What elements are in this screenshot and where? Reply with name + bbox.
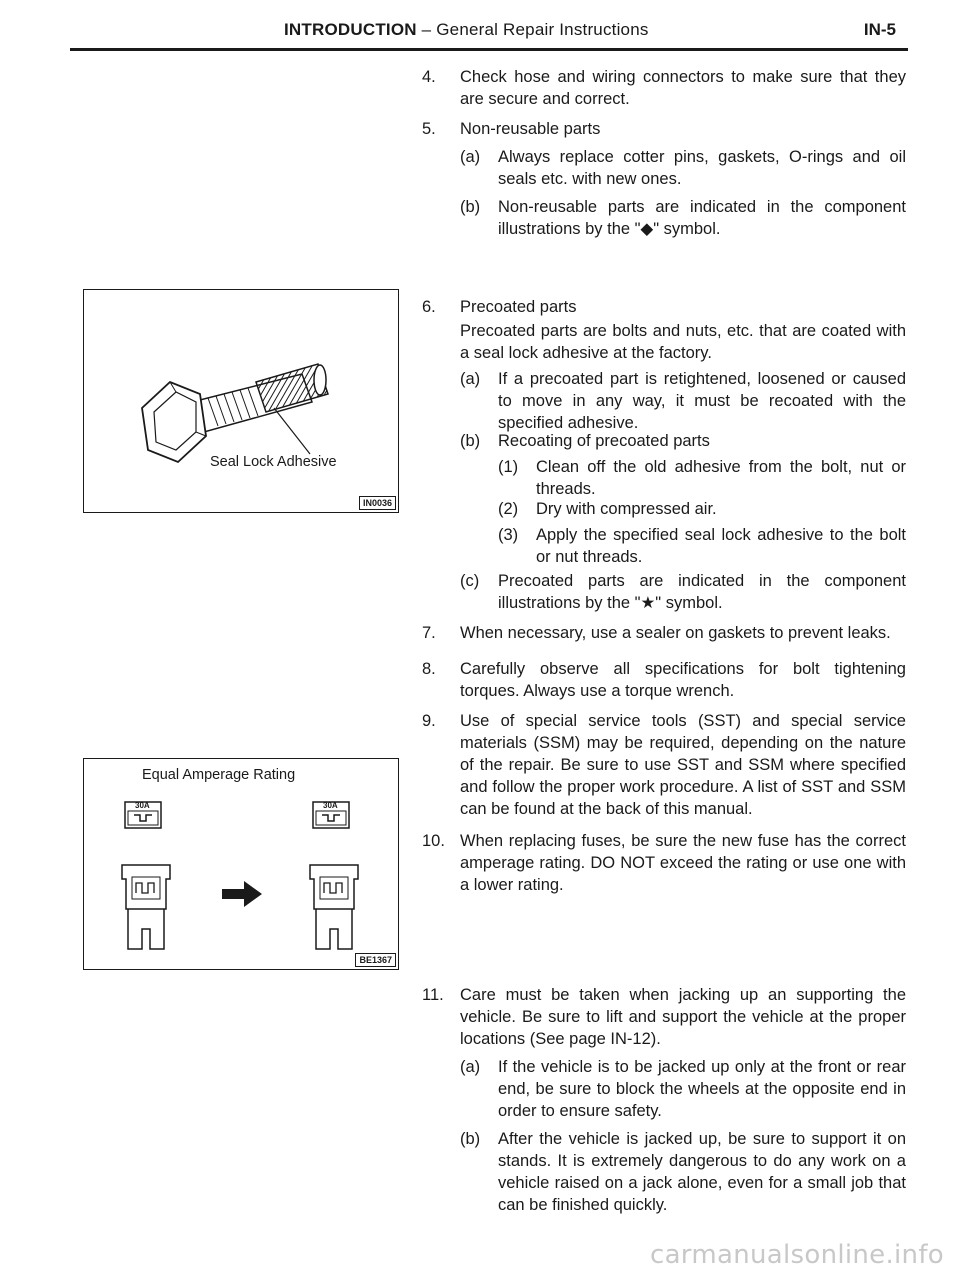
figure-code: BE1367 (355, 953, 396, 967)
header-title (284, 20, 649, 40)
instruction-11 (422, 984, 906, 1050)
item-number: 7. (422, 624, 436, 642)
item-number: 10. (422, 832, 445, 850)
item-text: Care must be taken when jacking up an supporting the vehicle. Be sure to lift and support the vehicle at the proper locations (See page IN-12). (460, 986, 906, 1048)
figure-equal-amperage (83, 758, 399, 970)
item-number: 9. (422, 712, 436, 730)
header-section: INTRODUCTION (284, 20, 417, 39)
instruction-6b2 (498, 498, 906, 520)
sub-text: Non-reusable parts are indicated in the component illustrations by the "◆" symbol. (498, 198, 906, 238)
fuse-rating-text: 30A (323, 801, 338, 810)
precoated-description: Precoated parts are bolts and nuts, etc. that are coated with a seal lock adhesive at the factory. (460, 322, 906, 362)
page-number: IN-5 (863, 20, 896, 39)
sub-text: After the vehicle is jacked up, be sure to support it on stands. It is extremely dangerous to do any work on a vehicle raised on a jack alone, even for a small job that can be finished quickly. (498, 1130, 906, 1214)
site-watermark: carmanualsonline.info (649, 1240, 944, 1270)
sub-label: (a) (460, 370, 481, 388)
item-text: Non-reusable parts (460, 120, 601, 138)
sub-text: Precoated parts are indicated in the component illustrations by the "★" symbol. (498, 572, 906, 612)
sub-label: (c) (460, 572, 480, 590)
small-fuse-new (312, 801, 350, 829)
sub-text: Dry with compressed air. (536, 500, 717, 518)
sub-text: Apply the specified seal lock adhesive to the bolt or nut threads. (536, 526, 906, 566)
instruction-6b1 (498, 456, 906, 500)
instruction-4 (422, 66, 906, 110)
equal-amperage-label: Equal Amperage Rating (142, 767, 296, 783)
instruction-6 (422, 296, 906, 318)
instruction-5b (460, 196, 906, 240)
small-fuse-old (124, 801, 162, 829)
sub-label: (1) (498, 458, 519, 476)
instruction-11a (460, 1056, 906, 1122)
sub-label: (b) (460, 432, 481, 450)
sub-label: (3) (498, 526, 519, 544)
item-text: Use of special service tools (SST) and special service materials (SSM) may be required, depending on the nature of the repair. Be sure to use SST and SSM where specified and follow the proper work procedure. A list of SST and SSM can be found at the back of this manual. (460, 712, 906, 818)
sub-label: (2) (498, 500, 519, 518)
instruction-5 (422, 118, 906, 140)
sub-label: (b) (460, 1130, 481, 1148)
item-text: When replacing fuses, be sure the new fuse has the correct amperage rating. DO NOT exceed the rating or use one with a lower rating. (460, 832, 906, 894)
large-fuse-old (120, 863, 172, 953)
item-text: Carefully observe all specifications for bolt tightening torques. Always use a torque wrench. (460, 660, 906, 700)
sub-text: If the vehicle is to be jacked up only at the front or rear end, be sure to block the wheels at the opposite end in order to ensure safety. (498, 1058, 906, 1120)
figure-code: IN0036 (359, 496, 396, 510)
bolt-illustration (84, 290, 398, 512)
instruction-6c (460, 570, 906, 614)
seal-lock-adhesive-label: Seal Lock Adhesive (210, 454, 337, 470)
instruction-10 (422, 830, 906, 896)
header-subtitle: – General Repair Instructions (416, 20, 649, 39)
item-number: 8. (422, 660, 436, 678)
item-number: 11. (422, 986, 444, 1004)
instruction-11b (460, 1128, 906, 1216)
item-number: 4. (422, 68, 436, 86)
figure-seal-lock-adhesive (83, 289, 399, 513)
sub-label: (a) (460, 1058, 481, 1076)
item-number: 5. (422, 120, 436, 138)
instruction-7 (422, 622, 906, 644)
instruction-8 (422, 658, 906, 702)
page-header (70, 18, 908, 51)
item-text: Precoated parts (460, 298, 577, 316)
instruction-6a (460, 368, 906, 434)
fuse-rating-text: 30A (135, 801, 150, 810)
sub-text: Always replace cotter pins, gaskets, O-rings and oil seals etc. with new ones. (498, 148, 906, 188)
instruction-6b3 (498, 524, 906, 568)
sub-label: (a) (460, 148, 481, 166)
item-text: Check hose and wiring connectors to make sure that they are secure and correct. (460, 68, 906, 108)
sub-text: Clean off the old adhesive from the bolt, nut or threads. (536, 458, 906, 498)
item-number: 6. (422, 298, 436, 316)
instruction-9 (422, 710, 906, 820)
instruction-6b (460, 430, 906, 452)
sub-text: If a precoated part is retightened, loosened or caused to move in any way, it must be recoated with the specified adhesive. (498, 370, 906, 432)
large-fuse-new (308, 863, 360, 953)
arrow-right-icon (222, 881, 262, 907)
sub-label: (b) (460, 198, 481, 216)
item-text: When necessary, use a sealer on gaskets to prevent leaks. (460, 624, 891, 642)
instruction-5a (460, 146, 906, 190)
sub-text: Recoating of precoated parts (498, 432, 710, 450)
